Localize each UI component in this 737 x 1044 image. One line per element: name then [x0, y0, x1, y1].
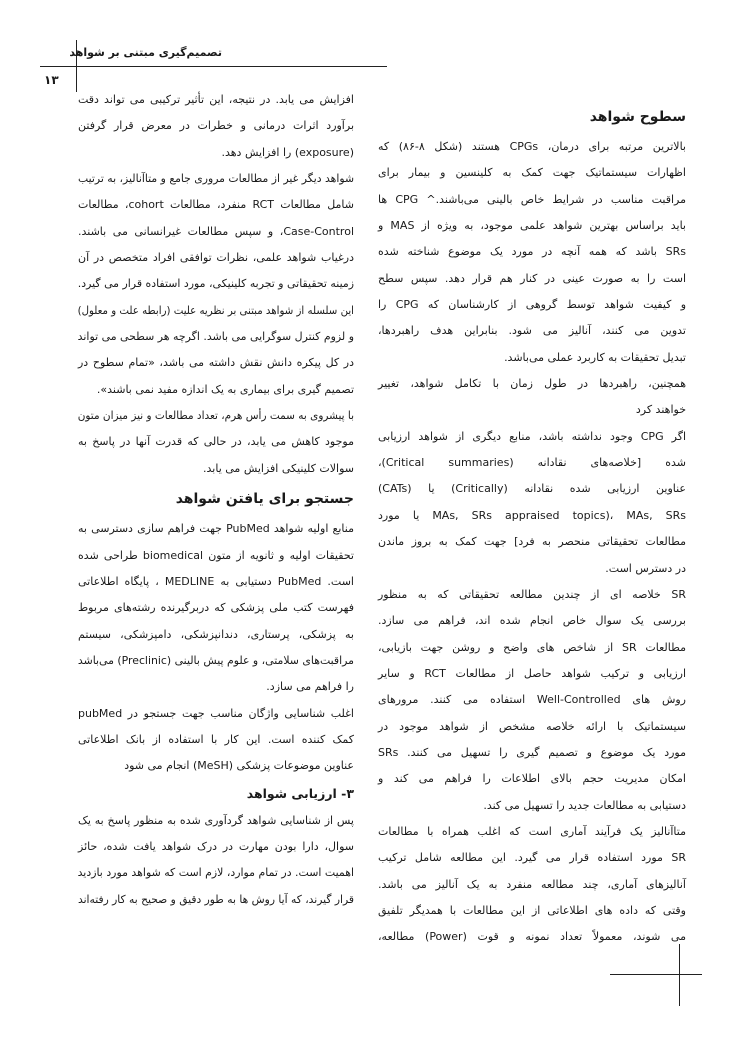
text-line: اظهارات سیستماتیک جهت کمک به کلینسین و بیمار برای [378, 166, 686, 180]
paragraph [378, 582, 686, 819]
header-rule [40, 66, 387, 67]
text-line: است. PubMed دستیابی به MEDLINE ، پایگاه اطلاعاتی [78, 574, 354, 588]
text-line: در کل پیکره دانش نقش داشته می باشد، «تمام سطوح در [78, 356, 354, 370]
text-line: پس از شناسایی شواهد گردآوری شده به منظور پاسخ به یک [78, 813, 354, 827]
text-line: SR خلاصه ای از چندین مطالعه تحقیقاتی که به منظور [378, 587, 686, 601]
text-line: درغیاب شواهد علمی، نظرات توافقی افراد متخصص در آن [78, 251, 354, 265]
text-line: سیستماتیک با ارائه خلاصه مشخص از شواهد موجود در [378, 719, 686, 733]
text-line: Case-Control، و سپس مطالعات غیرانسانی می باشند. [78, 224, 354, 238]
text-line: کمک کننده است. این کار با استفاده از بانک اطلاعاتی [78, 732, 354, 746]
text-line: سوالات کلینیکی افزایش می یابد. [203, 461, 354, 475]
crop-mark-horizontal [610, 974, 702, 975]
text-line: بالاترین مرتبه برای درمان، CPGs هستند (شکل ۸-۸۶) که [378, 140, 686, 153]
text-line: عناوین موضوعات پزشکی (MeSH) انجام می شود [124, 759, 354, 773]
text-line: موجود کاهش می یابد، در حالی که قدرت آنها در پاسخ به [78, 435, 354, 449]
text-line: این سلسله از شواهد مبتنی بر نظریه علیت (رابطه علت و معلول) [77, 303, 355, 317]
paragraph [78, 808, 354, 913]
text-line: وقتی که داده های اطلاعاتی از این مطالعات با همدیگر تلفیق [378, 903, 686, 917]
text-line: تصمیم گیری برای بیماری به یک اندازه مفید نمی باشند». [96, 382, 354, 396]
paragraph [378, 819, 686, 951]
text-line: تدوین می کنند، آنالیز می شود. بنابراین هدف راهبردها، [378, 324, 686, 338]
paragraph [78, 701, 354, 780]
text-line: مراقبت مناسب در شرایط خاص بالینی می‌باشند.^ CPG ها [378, 192, 687, 206]
text-line: شامل مطالعات RCT منفرد، مطالعات cohort، مطالعات [78, 198, 354, 212]
text-line: روش های Well-Controlled استفاده می کنند. مرورهای [378, 693, 686, 707]
text-line: مطالعات SR از شاخص های واضح و روشن جهت بازیابی، [378, 640, 686, 654]
text-line: SR مورد استفاده قرار می گیرد. این مطالعه شامل ترکیب [378, 851, 686, 865]
text-line: با پیشروی به سمت رأس هرم، تعداد مطالعات و نیز میزان متون [77, 409, 355, 423]
paragraph [378, 134, 686, 371]
text-line: منابع اولیه شواهد PubMed جهت فراهم سازی دسترسی به [78, 522, 354, 536]
paragraph [78, 516, 354, 700]
text-line: سوال، دارا بودن مهارت در درک شواهد یافت شده، حائز [78, 839, 354, 853]
right-column [378, 100, 686, 951]
text-line: (exposure) را افزایش دهد. [221, 145, 354, 159]
text-line: برآورد اثرات درمانی و خطرات در معرض قرار گرفتن [78, 119, 354, 133]
text-line: ارزیابی و ترکیب شواهد حاصل از مطالعات RCT و سایر [378, 666, 687, 680]
text-line: تحقیقات اولیه و ثانویه از متون biomedical طراحی شده [78, 548, 354, 562]
paragraph [378, 371, 686, 424]
text-line: همچنین، راهبردها در طول زمان با تکامل شواهد، تغییر [378, 377, 686, 391]
text-line: عناوین ارزیابی شده نقادانه (Critically) یا (CATs) [378, 482, 686, 496]
text-line: است را به صورت عینی در کنار هم قرار دهد. سپس سطح [378, 271, 686, 285]
text-line: به پزشکی، پرستاری، دندانپزشکی، دامپزشکی، سیستم [78, 627, 354, 641]
text-line: را فراهم می سازد. [266, 680, 354, 694]
text-line: زمینه تحقیقاتی و تجربه کلینیکی، مورد استفاده قرار می گیرد. [77, 277, 355, 291]
left-column [78, 87, 354, 913]
text-line: مورد یک موضوع و تصمیم گیری را تسهیل می کنند. SRs [378, 745, 686, 759]
running-title: تصمیم‌گیری مبتنی بر شواهد [69, 46, 222, 59]
text-line: باید براساس بهترین شواهد علمی موجود، به ویژه از MAS و [378, 219, 686, 233]
text-line: آنالیزهای آماری، چند مطالعه منفرد به یک آنالیز می باشد. [378, 877, 686, 891]
text-line: اغلب شناسایی واژگان مناسب جهت جستجو در pubMed [78, 706, 354, 720]
crop-mark-vertical [679, 944, 680, 1006]
text-line: دستیابی به مطالعات جدید را تسهیل می کند. [483, 798, 686, 812]
text-line: می شوند، معمولاً تعداد نمونه و قوت (Power) مطالعه، [378, 930, 686, 944]
text-line: مراقبت‌های سلامتی، و علوم پیش بالینی (Preclinic) می‌باشد [77, 653, 354, 667]
text-line: SRs باشد که همه آنچه در مورد یک موضوع شناخته شده [378, 245, 686, 259]
text-line: شده [خلاصه‌های نقادانه (Critical summaries)، [378, 456, 686, 470]
page-number: ۱۳ [44, 73, 59, 87]
text-line: فهرست کتب ملی پزشکی که دربرگیرنده رشته‌های مربوط [78, 601, 354, 615]
subsection-heading: ۳- ارزیابی شواهد [246, 785, 354, 801]
paragraph [78, 166, 354, 403]
text-line: تبدیل تحقیقات به کاربرد عملی می‌باشد. [504, 350, 686, 364]
text-line: خواهند کرد [635, 403, 686, 417]
text-line: و لزوم کنترل سوگرایی می باشد. اگرچه هر سطحی می تواند [77, 330, 354, 344]
text-line: مطالعات تحقیقاتی منحصر به فرد] جهت کمک به بروز ماندن [378, 535, 686, 549]
paragraph [378, 424, 686, 582]
text-line: اهمیت است. در تمام موارد، لازم است که شواهد مورد بازدید [77, 866, 355, 880]
text-line: در دسترس است. [605, 561, 686, 575]
text-line: متاآنالیز یک فرآیند آماری است که اغلب همراه با مطالعات [378, 824, 686, 838]
paragraph [78, 87, 354, 166]
text-line: قرار گیرند، که آیا روش ها به طور دقیق و صحیح به کار رفته‌اند [77, 892, 355, 906]
text-line: افزایش می یابد. در نتیجه، این تأثیر ترکیبی می تواند دقت [78, 93, 354, 106]
text-line: امکان مدیریت حجم بالای اطلاعات را فراهم می کند و [378, 772, 686, 786]
text-line: اگر CPG وجود نداشته باشد، منابع دیگری از شواهد ارزیابی [378, 429, 687, 443]
paragraph [78, 403, 354, 482]
text-line: MAs, SRs appraised topics)، MAs, SRs یا مورد [378, 508, 686, 522]
text-line: شواهد دیگر غیر از مطالعات مروری جامع و متاآنالیز، به ترتیب [78, 172, 354, 186]
section-heading: جستجو برای یافتن شواهد [175, 491, 354, 508]
text-line: و کیفیت شواهد توسط گروهی از کارشناسان که CPG را [378, 298, 687, 312]
text-line: بررسی یک سوال خاص انجام شده اند، فراهم می سازد. [378, 614, 686, 628]
section-heading: سطوح شواهد [589, 109, 686, 125]
